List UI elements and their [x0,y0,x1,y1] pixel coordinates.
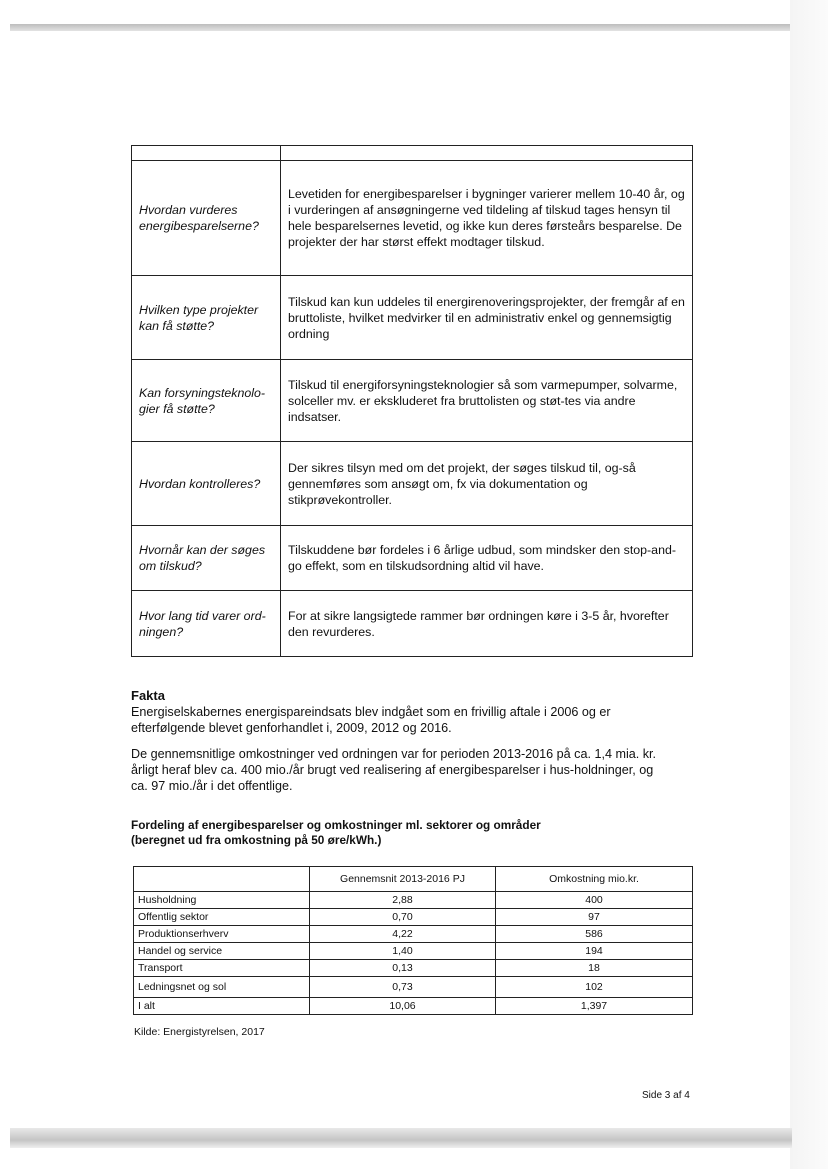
qa-row [132,591,693,657]
table-title-line: Fordeling af energibesparelser og omkostninger ml. sektorer og områder [131,818,541,832]
facts-paragraph: Energiselskabernes energispareindsats blev indgået som en frivillig aftale i 2006 og er efterfølgende blevet genforhandlet i, 2009, 2012 og 2016. [131,705,611,735]
qa-question [132,146,281,161]
cost-cell: 18 [496,960,693,977]
sector-cell: Ledningsnet og sol [134,977,310,998]
table-row [134,960,693,977]
page-number: Side 3 af 4 [642,1090,690,1101]
qa-answer: For at sikre langsigtede rammer bør ordningen køre i 3-5 år, hvorefter den revurderes. [281,591,693,657]
facts-heading: Fakta [131,688,165,703]
pj-cell: 0,73 [310,977,496,998]
sector-cell: Handel og service [134,943,310,960]
qa-question: Hvornår kan der søges om tilskud? [132,526,281,591]
qa-question: Hvordan kontrolleres? [132,442,281,526]
cost-cell: 400 [496,892,693,909]
pj-cell: 0,13 [310,960,496,977]
column-header: Omkostning mio.kr. [496,867,693,892]
table-header-row [134,867,693,892]
sector-cell: I alt [134,998,310,1015]
table-row [134,909,693,926]
qa-row [132,161,693,276]
table-title-line: (beregnet ud fra omkostning på 50 øre/kWh.) [131,833,382,847]
column-header [134,867,310,892]
table-row [134,977,693,998]
cost-cell: 102 [496,977,693,998]
table-source: Kilde: Energistyrelsen, 2017 [134,1026,265,1038]
column-header: Gennemsnit 2013-2016 PJ [310,867,496,892]
facts-section [131,688,671,804]
sector-cell: Transport [134,960,310,977]
table-row [134,943,693,960]
qa-question: Hvordan vurderes energibesparelserne? [132,161,281,276]
qa-answer: Tilskud kan kun uddeles til energirenoveringsprojekter, der fremgår af en bruttoliste, hvilket medvirker til en administrativ enkel og gennemsigtig ordning [281,276,693,360]
qa-row [132,146,693,161]
savings-table [133,866,693,1015]
scan-edge-top [10,24,792,31]
pj-cell: 10,06 [310,998,496,1015]
sector-cell: Husholdning [134,892,310,909]
qa-question: Hvilken type projekter kan få støtte? [132,276,281,360]
pj-cell: 2,88 [310,892,496,909]
pj-cell: 4,22 [310,926,496,943]
sector-cell: Produktionserhverv [134,926,310,943]
qa-answer: Tilskuddene bør fordeles i 6 årlige udbud, som mindsker den stop-and-go effekt, som en tilskudsordning altid vil have. [281,526,693,591]
pj-cell: 1,40 [310,943,496,960]
cost-cell: 1,397 [496,998,693,1015]
table-row [134,892,693,909]
pj-cell: 0,70 [310,909,496,926]
sector-cell: Offentlig sektor [134,909,310,926]
scan-edge-right [790,0,828,1169]
qa-answer [281,146,693,161]
cost-cell: 97 [496,909,693,926]
qa-row [132,442,693,526]
table-total-row [134,998,693,1015]
qa-question: Hvor lang tid varer ord-ningen? [132,591,281,657]
qa-answer: Tilskud til energiforsyningsteknologier så som varmepumper, solvarme, solceller mv. er ekskluderet fra bruttolisten og støt-tes via andre indsatser. [281,360,693,442]
cost-cell: 586 [496,926,693,943]
qa-question: Kan forsyningsteknolo-gier få støtte? [132,360,281,442]
cost-cell: 194 [496,943,693,960]
qa-row [132,360,693,442]
qa-answer: Levetiden for energibesparelser i bygninger varierer mellem 10-40 år, og i vurderingen af ansøgningerne ved tildeling af tilskud tages hensyn til hele besparelsernes levetid, og ikke kun deres førsteårs besparelse. De projekter der har størst effekt modtager tilskud. [281,161,693,276]
qa-row [132,526,693,591]
qa-table [131,145,693,657]
qa-answer: Der sikres tilsyn med om det projekt, der søges tilskud til, og-så gennemføres som ansøgt om, fx via dokumentation og stikprøvekontroller. [281,442,693,526]
table-title [131,818,671,848]
qa-row [132,276,693,360]
facts-paragraph: De gennemsnitlige omkostninger ved ordningen var for perioden 2013-2016 på ca. 1,4 mia. kr. årligt heraf blev ca. 400 mio./år brugt ved realisering af energibesparelser i hus-holdninger, og ca. 97 mio./år i det offentlige. [131,747,657,793]
table-row [134,926,693,943]
scan-edge-bottom [10,1128,792,1148]
